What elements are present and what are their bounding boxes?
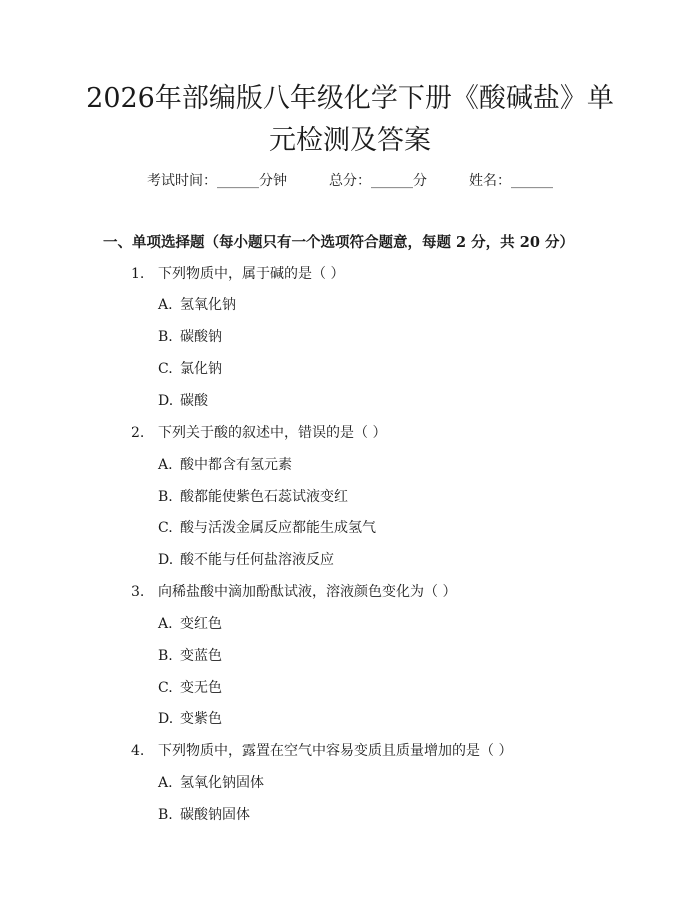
question-1-option-d — [158, 390, 208, 410]
option-letter: B. — [158, 329, 173, 345]
question-4-option-a — [158, 772, 264, 792]
option-text: 酸不能与任何盐溶液反应 — [180, 552, 334, 568]
question-2-option-a — [158, 454, 292, 474]
option-text: 碳酸 — [180, 393, 208, 409]
question-text: 下列物质中，属于碱的是（ ） — [158, 266, 345, 282]
option-text: 氯化钠 — [180, 361, 222, 377]
total-score-field: 总分：______分 — [329, 173, 427, 189]
option-text: 碳酸钠固体 — [180, 807, 250, 823]
question-1-option-b — [158, 326, 222, 346]
section-heading: 一、单项选择题（每小题只有一个选项符合题意，每题 2 分，共 20 分） — [103, 234, 574, 251]
question-4 — [131, 740, 512, 760]
option-text: 氢氧化钠 — [180, 297, 236, 313]
question-3-option-c — [158, 677, 222, 697]
student-name-field: 姓名：______ — [469, 173, 553, 189]
option-text: 酸与活泼金属反应都能生成氢气 — [180, 520, 376, 536]
option-letter: A. — [158, 297, 173, 313]
option-letter: C. — [158, 520, 173, 536]
option-text: 碳酸钠 — [180, 329, 222, 345]
option-text: 酸中都含有氢元素 — [180, 457, 292, 473]
question-2-option-d — [158, 549, 334, 569]
question-number: 2. — [131, 425, 145, 441]
option-letter: A. — [158, 775, 173, 791]
question-number: 1. — [131, 266, 145, 282]
option-letter: C. — [158, 680, 173, 696]
option-letter: B. — [158, 489, 173, 505]
option-letter: D. — [158, 711, 174, 727]
question-number: 4. — [131, 743, 145, 759]
question-text: 下列物质中，露置在空气中容易变质且质量增加的是（ ） — [158, 743, 513, 759]
option-letter: C. — [158, 361, 173, 377]
option-text: 氢氧化钠固体 — [180, 775, 264, 791]
exam-info-row — [0, 170, 700, 190]
question-text: 下列关于酸的叙述中，错误的是（ ） — [158, 425, 387, 441]
question-4-option-b — [158, 804, 250, 824]
title-line-1: 2026年部编版八年级化学下册《酸碱盐》单 — [86, 83, 614, 114]
option-text: 变紫色 — [180, 711, 222, 727]
question-2 — [131, 422, 386, 442]
option-text: 变无色 — [180, 680, 222, 696]
question-2-option-c — [158, 517, 376, 537]
document-title — [0, 78, 700, 162]
option-letter: B. — [158, 648, 173, 664]
question-2-option-b — [158, 486, 348, 506]
option-letter: D. — [158, 552, 174, 568]
option-letter: A. — [158, 616, 173, 632]
question-1 — [131, 263, 344, 283]
option-letter: A. — [158, 457, 173, 473]
exam-time-field: 考试时间：______分钟 — [147, 173, 287, 189]
question-text: 向稀盐酸中滴加酚酞试液，溶液颜色变化为（ ） — [158, 584, 457, 600]
option-letter: B. — [158, 807, 173, 823]
question-3 — [131, 581, 456, 601]
option-text: 变红色 — [180, 616, 222, 632]
option-text: 变蓝色 — [180, 648, 222, 664]
option-letter: D. — [158, 393, 174, 409]
question-3-option-b — [158, 645, 222, 665]
title-line-2: 元检测及答案 — [269, 125, 431, 156]
question-3-option-a — [158, 613, 222, 633]
question-3-option-d — [158, 708, 222, 728]
question-1-option-c — [158, 358, 222, 378]
question-1-option-a — [158, 294, 236, 314]
option-text: 酸都能使紫色石蕊试液变红 — [180, 489, 348, 505]
question-number: 3. — [131, 584, 145, 600]
